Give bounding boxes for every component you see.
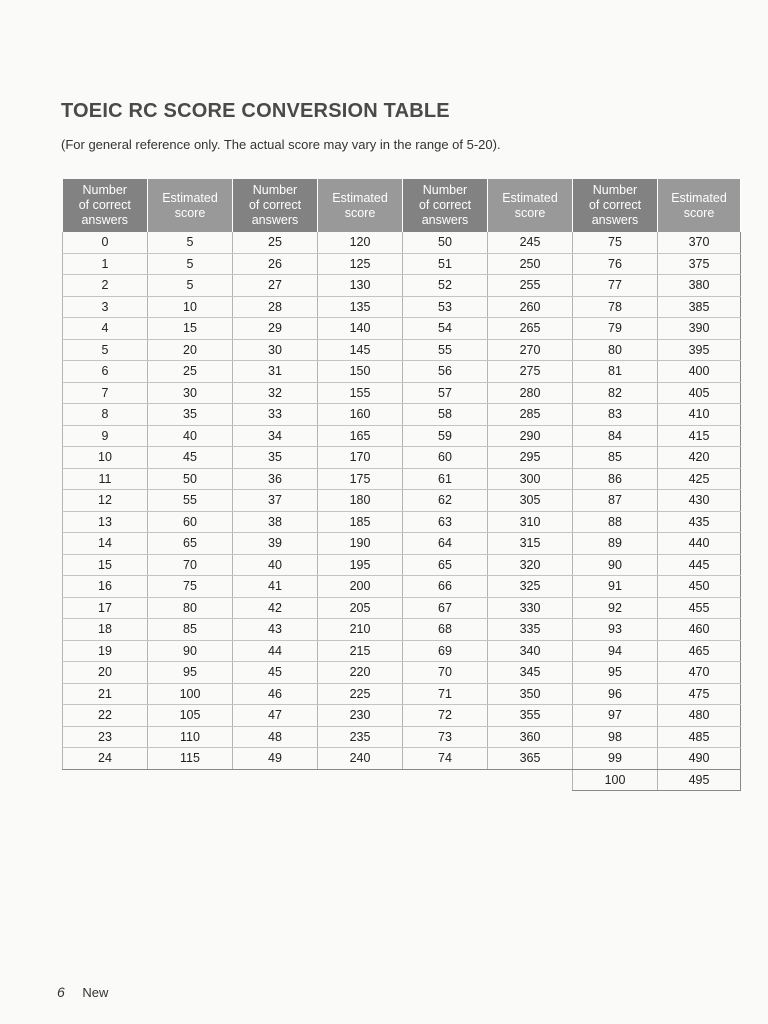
cell-correct-answers: 23 bbox=[63, 726, 148, 748]
table-row bbox=[63, 533, 741, 555]
cell-correct-answers: 28 bbox=[233, 296, 318, 318]
header-line: Number bbox=[82, 183, 127, 197]
header-estimated-score bbox=[488, 179, 573, 232]
cell-estimated-score: 335 bbox=[488, 619, 573, 641]
cell-estimated-score: 35 bbox=[148, 404, 233, 426]
cell-estimated-score: 345 bbox=[488, 662, 573, 684]
score-conversion-table-container bbox=[62, 179, 741, 791]
header-line: answers bbox=[81, 213, 129, 227]
cell-correct-answers: 22 bbox=[63, 705, 148, 727]
cell-estimated-score: 165 bbox=[318, 425, 403, 447]
cell-correct-answers: 100 bbox=[573, 769, 658, 791]
cell-estimated-score: 455 bbox=[658, 597, 741, 619]
cell-estimated-score: 445 bbox=[658, 554, 741, 576]
cell-correct-answers: 66 bbox=[403, 576, 488, 598]
cell-estimated-score: 300 bbox=[488, 468, 573, 490]
table-row bbox=[63, 554, 741, 576]
cell-estimated-score: 40 bbox=[148, 425, 233, 447]
cell-correct-answers: 56 bbox=[403, 361, 488, 383]
cell-correct-answers: 52 bbox=[403, 275, 488, 297]
cell-estimated-score: 405 bbox=[658, 382, 741, 404]
cell-correct-answers: 24 bbox=[63, 748, 148, 770]
cell-estimated-score: 245 bbox=[488, 232, 573, 253]
header-line: Estimated bbox=[671, 190, 727, 205]
cell-correct-answers: 6 bbox=[63, 361, 148, 383]
cell-correct-answers: 36 bbox=[233, 468, 318, 490]
page-number: 6 bbox=[57, 984, 65, 1000]
cell-correct-answers: 3 bbox=[63, 296, 148, 318]
empty-cell bbox=[148, 769, 233, 791]
cell-estimated-score: 220 bbox=[318, 662, 403, 684]
cell-correct-answers: 68 bbox=[403, 619, 488, 641]
cell-estimated-score: 100 bbox=[148, 683, 233, 705]
table-row bbox=[63, 705, 741, 727]
cell-estimated-score: 80 bbox=[148, 597, 233, 619]
cell-estimated-score: 215 bbox=[318, 640, 403, 662]
cell-estimated-score: 430 bbox=[658, 490, 741, 512]
cell-correct-answers: 73 bbox=[403, 726, 488, 748]
table-row bbox=[63, 769, 741, 791]
cell-correct-answers: 88 bbox=[573, 511, 658, 533]
table-row bbox=[63, 296, 741, 318]
cell-correct-answers: 31 bbox=[233, 361, 318, 383]
header-estimated-score bbox=[148, 179, 233, 232]
table-header-row bbox=[63, 179, 741, 232]
cell-estimated-score: 180 bbox=[318, 490, 403, 512]
cell-correct-answers: 79 bbox=[573, 318, 658, 340]
header-number-of-correct-answers bbox=[233, 179, 318, 232]
cell-correct-answers: 38 bbox=[233, 511, 318, 533]
cell-estimated-score: 275 bbox=[488, 361, 573, 383]
cell-correct-answers: 40 bbox=[233, 554, 318, 576]
footer-text: New bbox=[82, 985, 109, 1000]
header-line: Number bbox=[422, 183, 468, 197]
header-line: Estimated bbox=[502, 190, 558, 205]
header-line: of correct bbox=[588, 198, 642, 212]
cell-estimated-score: 135 bbox=[318, 296, 403, 318]
cell-estimated-score: 260 bbox=[488, 296, 573, 318]
cell-correct-answers: 30 bbox=[233, 339, 318, 361]
cell-correct-answers: 5 bbox=[63, 339, 148, 361]
cell-correct-answers: 74 bbox=[403, 748, 488, 770]
page-subtitle: (For general reference only. The actual score may vary in the range of 5-20). bbox=[61, 137, 501, 152]
table-row bbox=[63, 726, 741, 748]
cell-estimated-score: 65 bbox=[148, 533, 233, 555]
cell-estimated-score: 305 bbox=[488, 490, 573, 512]
cell-correct-answers: 57 bbox=[403, 382, 488, 404]
header-line: of correct bbox=[418, 198, 472, 212]
cell-estimated-score: 270 bbox=[488, 339, 573, 361]
cell-correct-answers: 20 bbox=[63, 662, 148, 684]
cell-estimated-score: 475 bbox=[658, 683, 741, 705]
cell-correct-answers: 93 bbox=[573, 619, 658, 641]
cell-correct-answers: 27 bbox=[233, 275, 318, 297]
cell-correct-answers: 64 bbox=[403, 533, 488, 555]
cell-correct-answers: 10 bbox=[63, 447, 148, 469]
cell-estimated-score: 250 bbox=[488, 253, 573, 275]
cell-estimated-score: 5 bbox=[148, 253, 233, 275]
cell-correct-answers: 37 bbox=[233, 490, 318, 512]
header-line: Estimated bbox=[332, 190, 388, 205]
cell-estimated-score: 265 bbox=[488, 318, 573, 340]
cell-estimated-score: 415 bbox=[658, 425, 741, 447]
cell-estimated-score: 30 bbox=[148, 382, 233, 404]
cell-correct-answers: 96 bbox=[573, 683, 658, 705]
header-line: answers bbox=[251, 213, 299, 227]
table-row bbox=[63, 361, 741, 383]
cell-estimated-score: 190 bbox=[318, 533, 403, 555]
cell-estimated-score: 25 bbox=[148, 361, 233, 383]
cell-correct-answers: 84 bbox=[573, 425, 658, 447]
cell-correct-answers: 41 bbox=[233, 576, 318, 598]
header-line: Number bbox=[592, 183, 638, 197]
cell-estimated-score: 375 bbox=[658, 253, 741, 275]
score-conversion-table bbox=[62, 179, 741, 791]
cell-estimated-score: 175 bbox=[318, 468, 403, 490]
header-line: score bbox=[174, 205, 206, 220]
header-line: score bbox=[683, 205, 715, 220]
header-line: Estimated bbox=[162, 190, 218, 205]
table-row bbox=[63, 275, 741, 297]
table-row bbox=[63, 619, 741, 641]
header-estimated-score bbox=[318, 179, 403, 232]
cell-correct-answers: 34 bbox=[233, 425, 318, 447]
table-row bbox=[63, 425, 741, 447]
cell-correct-answers: 87 bbox=[573, 490, 658, 512]
cell-correct-answers: 4 bbox=[63, 318, 148, 340]
cell-correct-answers: 76 bbox=[573, 253, 658, 275]
cell-estimated-score: 110 bbox=[148, 726, 233, 748]
cell-estimated-score: 120 bbox=[318, 232, 403, 253]
header-line: of correct bbox=[78, 198, 131, 212]
cell-correct-answers: 8 bbox=[63, 404, 148, 426]
table-header bbox=[63, 179, 741, 232]
cell-correct-answers: 51 bbox=[403, 253, 488, 275]
cell-correct-answers: 71 bbox=[403, 683, 488, 705]
cell-correct-answers: 1 bbox=[63, 253, 148, 275]
cell-estimated-score: 330 bbox=[488, 597, 573, 619]
cell-correct-answers: 19 bbox=[63, 640, 148, 662]
table-row bbox=[63, 253, 741, 275]
cell-correct-answers: 54 bbox=[403, 318, 488, 340]
cell-estimated-score: 295 bbox=[488, 447, 573, 469]
cell-correct-answers: 7 bbox=[63, 382, 148, 404]
cell-estimated-score: 285 bbox=[488, 404, 573, 426]
cell-correct-answers: 95 bbox=[573, 662, 658, 684]
cell-correct-answers: 13 bbox=[63, 511, 148, 533]
cell-estimated-score: 450 bbox=[658, 576, 741, 598]
cell-estimated-score: 425 bbox=[658, 468, 741, 490]
cell-estimated-score: 195 bbox=[318, 554, 403, 576]
cell-correct-answers: 78 bbox=[573, 296, 658, 318]
cell-estimated-score: 390 bbox=[658, 318, 741, 340]
cell-estimated-score: 310 bbox=[488, 511, 573, 533]
cell-estimated-score: 485 bbox=[658, 726, 741, 748]
header-line: score bbox=[514, 205, 546, 220]
cell-correct-answers: 12 bbox=[63, 490, 148, 512]
cell-correct-answers: 99 bbox=[573, 748, 658, 770]
table-row bbox=[63, 576, 741, 598]
table-body bbox=[63, 232, 741, 791]
cell-estimated-score: 435 bbox=[658, 511, 741, 533]
cell-correct-answers: 61 bbox=[403, 468, 488, 490]
cell-estimated-score: 290 bbox=[488, 425, 573, 447]
cell-estimated-score: 200 bbox=[318, 576, 403, 598]
cell-estimated-score: 130 bbox=[318, 275, 403, 297]
cell-correct-answers: 89 bbox=[573, 533, 658, 555]
cell-estimated-score: 60 bbox=[148, 511, 233, 533]
cell-correct-answers: 39 bbox=[233, 533, 318, 555]
cell-correct-answers: 90 bbox=[573, 554, 658, 576]
cell-estimated-score: 145 bbox=[318, 339, 403, 361]
table-row bbox=[63, 232, 741, 253]
header-number-of-correct-answers bbox=[63, 179, 148, 232]
cell-correct-answers: 16 bbox=[63, 576, 148, 598]
cell-correct-answers: 17 bbox=[63, 597, 148, 619]
cell-correct-answers: 70 bbox=[403, 662, 488, 684]
cell-estimated-score: 490 bbox=[658, 748, 741, 770]
empty-cell bbox=[233, 769, 318, 791]
cell-correct-answers: 75 bbox=[573, 232, 658, 253]
cell-estimated-score: 465 bbox=[658, 640, 741, 662]
cell-estimated-score: 5 bbox=[148, 275, 233, 297]
cell-correct-answers: 62 bbox=[403, 490, 488, 512]
cell-correct-answers: 58 bbox=[403, 404, 488, 426]
cell-estimated-score: 470 bbox=[658, 662, 741, 684]
cell-correct-answers: 47 bbox=[233, 705, 318, 727]
cell-correct-answers: 86 bbox=[573, 468, 658, 490]
cell-estimated-score: 150 bbox=[318, 361, 403, 383]
cell-correct-answers: 80 bbox=[573, 339, 658, 361]
cell-estimated-score: 255 bbox=[488, 275, 573, 297]
cell-correct-answers: 98 bbox=[573, 726, 658, 748]
cell-estimated-score: 325 bbox=[488, 576, 573, 598]
empty-cell bbox=[403, 769, 488, 791]
cell-correct-answers: 53 bbox=[403, 296, 488, 318]
table-row bbox=[63, 447, 741, 469]
cell-estimated-score: 115 bbox=[148, 748, 233, 770]
table-row bbox=[63, 748, 741, 770]
cell-correct-answers: 2 bbox=[63, 275, 148, 297]
cell-estimated-score: 50 bbox=[148, 468, 233, 490]
cell-estimated-score: 440 bbox=[658, 533, 741, 555]
cell-estimated-score: 340 bbox=[488, 640, 573, 662]
cell-estimated-score: 225 bbox=[318, 683, 403, 705]
cell-correct-answers: 97 bbox=[573, 705, 658, 727]
cell-correct-answers: 49 bbox=[233, 748, 318, 770]
cell-correct-answers: 50 bbox=[403, 232, 488, 253]
table-row bbox=[63, 640, 741, 662]
cell-estimated-score: 400 bbox=[658, 361, 741, 383]
header-estimated-score bbox=[658, 179, 741, 232]
cell-estimated-score: 480 bbox=[658, 705, 741, 727]
cell-estimated-score: 350 bbox=[488, 683, 573, 705]
cell-correct-answers: 11 bbox=[63, 468, 148, 490]
cell-estimated-score: 85 bbox=[148, 619, 233, 641]
cell-estimated-score: 280 bbox=[488, 382, 573, 404]
cell-estimated-score: 235 bbox=[318, 726, 403, 748]
header-line: score bbox=[344, 205, 376, 220]
cell-estimated-score: 410 bbox=[658, 404, 741, 426]
cell-correct-answers: 15 bbox=[63, 554, 148, 576]
cell-correct-answers: 45 bbox=[233, 662, 318, 684]
empty-cell bbox=[318, 769, 403, 791]
cell-estimated-score: 105 bbox=[148, 705, 233, 727]
cell-correct-answers: 46 bbox=[233, 683, 318, 705]
cell-correct-answers: 32 bbox=[233, 382, 318, 404]
cell-estimated-score: 210 bbox=[318, 619, 403, 641]
cell-estimated-score: 205 bbox=[318, 597, 403, 619]
cell-correct-answers: 14 bbox=[63, 533, 148, 555]
cell-estimated-score: 170 bbox=[318, 447, 403, 469]
table-row bbox=[63, 662, 741, 684]
cell-correct-answers: 77 bbox=[573, 275, 658, 297]
cell-estimated-score: 125 bbox=[318, 253, 403, 275]
cell-estimated-score: 420 bbox=[658, 447, 741, 469]
cell-estimated-score: 355 bbox=[488, 705, 573, 727]
cell-estimated-score: 460 bbox=[658, 619, 741, 641]
cell-correct-answers: 18 bbox=[63, 619, 148, 641]
cell-correct-answers: 0 bbox=[63, 232, 148, 253]
empty-cell bbox=[488, 769, 573, 791]
cell-estimated-score: 185 bbox=[318, 511, 403, 533]
cell-estimated-score: 5 bbox=[148, 232, 233, 253]
cell-correct-answers: 69 bbox=[403, 640, 488, 662]
cell-correct-answers: 33 bbox=[233, 404, 318, 426]
page-footer bbox=[57, 984, 108, 1000]
cell-correct-answers: 48 bbox=[233, 726, 318, 748]
cell-estimated-score: 240 bbox=[318, 748, 403, 770]
cell-correct-answers: 25 bbox=[233, 232, 318, 253]
table-row bbox=[63, 597, 741, 619]
cell-estimated-score: 70 bbox=[148, 554, 233, 576]
table-row bbox=[63, 683, 741, 705]
cell-correct-answers: 63 bbox=[403, 511, 488, 533]
table-row bbox=[63, 468, 741, 490]
cell-estimated-score: 230 bbox=[318, 705, 403, 727]
header-number-of-correct-answers bbox=[573, 179, 658, 232]
cell-estimated-score: 10 bbox=[148, 296, 233, 318]
cell-estimated-score: 320 bbox=[488, 554, 573, 576]
table-row bbox=[63, 511, 741, 533]
cell-estimated-score: 370 bbox=[658, 232, 741, 253]
cell-estimated-score: 315 bbox=[488, 533, 573, 555]
table-row bbox=[63, 339, 741, 361]
header-line: answers bbox=[421, 213, 469, 227]
cell-correct-answers: 35 bbox=[233, 447, 318, 469]
cell-correct-answers: 55 bbox=[403, 339, 488, 361]
cell-correct-answers: 65 bbox=[403, 554, 488, 576]
cell-correct-answers: 26 bbox=[233, 253, 318, 275]
header-line: Number bbox=[252, 183, 298, 197]
cell-estimated-score: 20 bbox=[148, 339, 233, 361]
cell-correct-answers: 67 bbox=[403, 597, 488, 619]
table-row bbox=[63, 318, 741, 340]
cell-estimated-score: 385 bbox=[658, 296, 741, 318]
cell-estimated-score: 55 bbox=[148, 490, 233, 512]
cell-correct-answers: 42 bbox=[233, 597, 318, 619]
cell-estimated-score: 75 bbox=[148, 576, 233, 598]
cell-estimated-score: 95 bbox=[148, 662, 233, 684]
cell-correct-answers: 94 bbox=[573, 640, 658, 662]
header-number-of-correct-answers bbox=[403, 179, 488, 232]
cell-correct-answers: 59 bbox=[403, 425, 488, 447]
cell-correct-answers: 9 bbox=[63, 425, 148, 447]
cell-correct-answers: 60 bbox=[403, 447, 488, 469]
cell-correct-answers: 82 bbox=[573, 382, 658, 404]
cell-estimated-score: 365 bbox=[488, 748, 573, 770]
cell-estimated-score: 45 bbox=[148, 447, 233, 469]
cell-correct-answers: 92 bbox=[573, 597, 658, 619]
cell-estimated-score: 495 bbox=[658, 769, 741, 791]
cell-correct-answers: 43 bbox=[233, 619, 318, 641]
cell-correct-answers: 83 bbox=[573, 404, 658, 426]
cell-estimated-score: 360 bbox=[488, 726, 573, 748]
cell-correct-answers: 85 bbox=[573, 447, 658, 469]
cell-estimated-score: 15 bbox=[148, 318, 233, 340]
empty-cell bbox=[63, 769, 148, 791]
cell-correct-answers: 72 bbox=[403, 705, 488, 727]
cell-estimated-score: 380 bbox=[658, 275, 741, 297]
cell-estimated-score: 140 bbox=[318, 318, 403, 340]
cell-correct-answers: 91 bbox=[573, 576, 658, 598]
cell-estimated-score: 155 bbox=[318, 382, 403, 404]
cell-correct-answers: 81 bbox=[573, 361, 658, 383]
cell-correct-answers: 44 bbox=[233, 640, 318, 662]
cell-correct-answers: 21 bbox=[63, 683, 148, 705]
cell-estimated-score: 160 bbox=[318, 404, 403, 426]
cell-correct-answers: 29 bbox=[233, 318, 318, 340]
header-line: of correct bbox=[248, 198, 302, 212]
page-title: TOEIC RC SCORE CONVERSION TABLE bbox=[61, 100, 450, 122]
table-row bbox=[63, 490, 741, 512]
cell-estimated-score: 90 bbox=[148, 640, 233, 662]
cell-estimated-score: 395 bbox=[658, 339, 741, 361]
table-row bbox=[63, 404, 741, 426]
table-row bbox=[63, 382, 741, 404]
header-line: answers bbox=[591, 213, 639, 227]
